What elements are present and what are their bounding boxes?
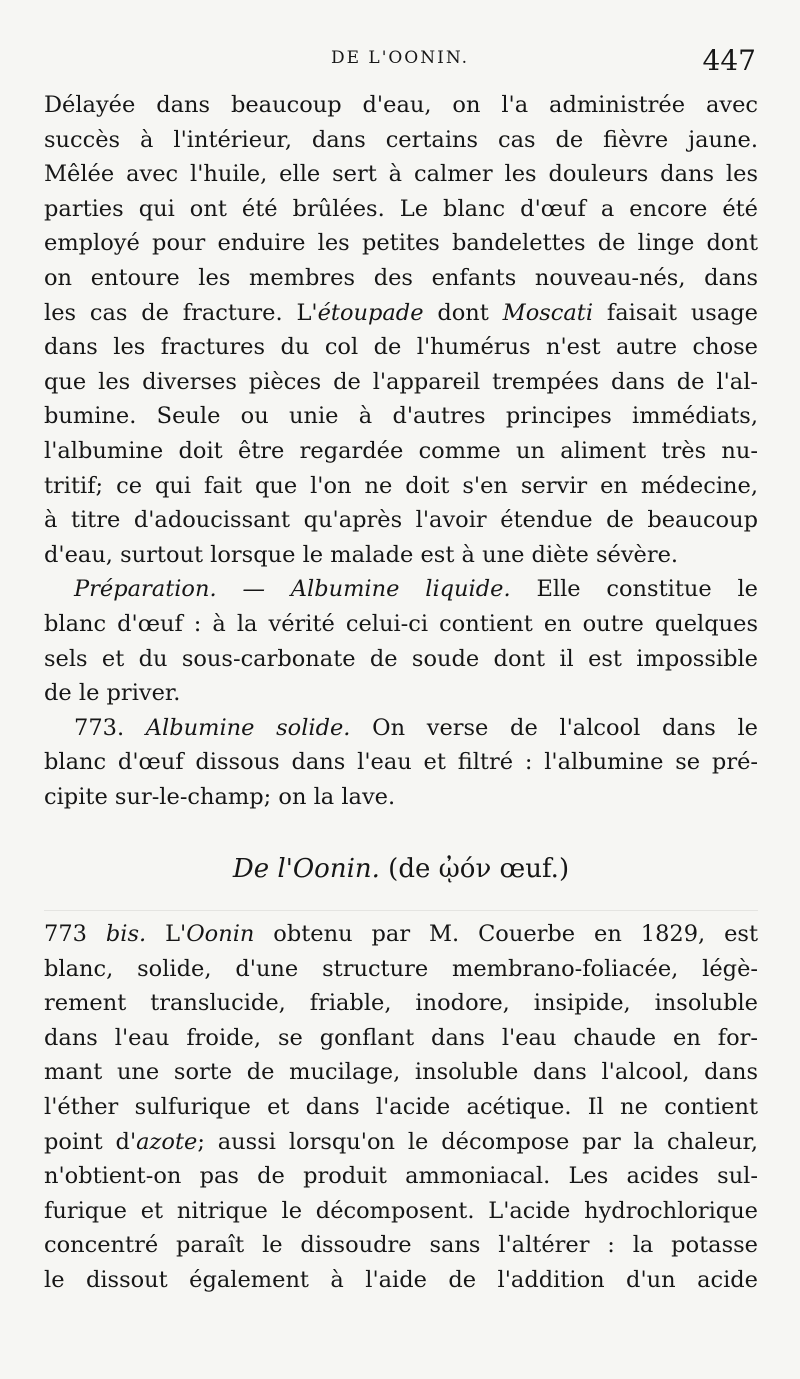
text-line: Délayée dans beaucoup d'eau, on l'a administrée avec xyxy=(44,92,758,118)
text-run: dont xyxy=(423,299,503,326)
text-line: n'obtient-on pas de produit ammoniacal. Les acides sul- xyxy=(44,1163,758,1190)
section-number: 773. xyxy=(74,714,146,741)
text-line: à titre d'adoucissant qu'après l'avoir étendue de beaucoup xyxy=(44,507,758,534)
text-line: blanc, solide, d'une structure membrano-foliacée, légè- xyxy=(44,955,758,982)
text-line: dans les fractures du col de l'humérus n'est autre chose xyxy=(44,334,758,361)
text-line: employé pour enduire les petites bandelettes de linge dont xyxy=(44,230,758,257)
text-line: mant une sorte de mucilage, insoluble dans l'alcool, dans xyxy=(44,1059,758,1086)
running-head: DE L'OONIN. xyxy=(330,48,470,68)
text-run: ; aussi lorsqu'on le décompose par la chaleur, xyxy=(197,1128,758,1155)
text-line xyxy=(44,572,758,607)
page-header xyxy=(44,44,756,78)
text-line: succès à l'intérieur, dans certains cas de fièvre jaune. xyxy=(44,126,758,153)
text-run: les cas de fracture. L' xyxy=(44,299,318,326)
italic-heading-preparation: Préparation. — Albumine liquide. xyxy=(74,576,511,603)
text-line: tritif; ce qui fait que l'on ne doit s'en servir en médecine, xyxy=(44,472,758,499)
text-line: sels et du sous-carbonate de soude dont il est impossible xyxy=(44,645,758,672)
text-line: l'éther sulfurique et dans l'acide acétique. Il ne contient xyxy=(44,1094,758,1121)
text-line: le dissout également à l'aide de l'addition d'un acide xyxy=(44,1267,758,1293)
section-title: De l'Oonin. xyxy=(232,854,380,885)
text-line: rement translucide, friable, inodore, insipide, insoluble xyxy=(44,990,758,1017)
text-line: bumine. Seule ou unie à d'autres principes immédiats, xyxy=(44,403,758,430)
text-run: On verse de l'alcool dans le xyxy=(350,714,758,741)
italic-heading-albumine-solide: Albumine solide. xyxy=(145,714,351,741)
italic-term-azote: azote xyxy=(136,1128,198,1155)
section-number: 773 xyxy=(44,921,106,948)
spacer xyxy=(44,887,758,917)
text-line: d'eau, surtout lorsque le malade est à une diète sévère. xyxy=(44,541,679,568)
text-line: l'albumine doit être regardée comme un aliment très nu- xyxy=(44,437,758,464)
text-line: que les diverses pièces de l'appareil trempées dans de l'al- xyxy=(44,368,758,395)
body-text xyxy=(44,88,758,1298)
text-line: on entoure les membres des enfants nouveau-nés, dans xyxy=(44,264,758,291)
italic-bis: bis. xyxy=(105,921,147,948)
text-line: Mêlée avec l'huile, elle sert à calmer les douleurs dans les xyxy=(44,161,758,188)
text-line: de le priver. xyxy=(44,680,181,707)
text-line xyxy=(44,711,758,746)
paragraph-albumine-usage xyxy=(44,88,758,572)
text-line: blanc d'œuf : à la vérité celui-ci contient en outre quelques xyxy=(44,610,758,637)
text-line: furique et nitrique le décomposent. L'acide hydrochlorique xyxy=(44,1197,758,1224)
section-heading xyxy=(44,852,758,887)
italic-name-moscati: Moscati xyxy=(502,299,594,326)
paragraph-oonin xyxy=(44,917,758,1298)
italic-term-oonin: Oonin xyxy=(186,921,255,948)
text-run: obtenu par M. Couerbe en 1829, est xyxy=(254,921,758,948)
section-etymology: (de ᾠόν œuf.) xyxy=(388,854,570,885)
text-run: Elle constitue le xyxy=(510,576,758,603)
paragraph-preparation xyxy=(44,572,758,710)
paragraph-albumine-solide xyxy=(44,711,758,815)
text-run: faisait usage xyxy=(593,299,758,326)
spacer xyxy=(44,814,758,852)
text-line xyxy=(44,1125,758,1160)
text-line xyxy=(44,296,758,331)
page-number: 447 xyxy=(702,44,756,77)
text-line: parties qui ont été brûlées. Le blanc d'œuf a encore été xyxy=(44,195,758,222)
text-line xyxy=(44,917,758,952)
text-run: point d' xyxy=(44,1128,137,1155)
text-line: cipite sur-le-champ; on la lave. xyxy=(44,783,396,810)
text-line: concentré paraît le dissoudre sans l'altérer : la potasse xyxy=(44,1232,758,1259)
text-line: blanc d'œuf dissous dans l'eau et filtré : l'albumine se pré- xyxy=(44,749,758,776)
text-line: dans l'eau froide, se gonflant dans l'eau chaude en for- xyxy=(44,1024,758,1051)
text-run: L' xyxy=(146,921,187,948)
italic-term-etoupade: étoupade xyxy=(317,299,424,326)
